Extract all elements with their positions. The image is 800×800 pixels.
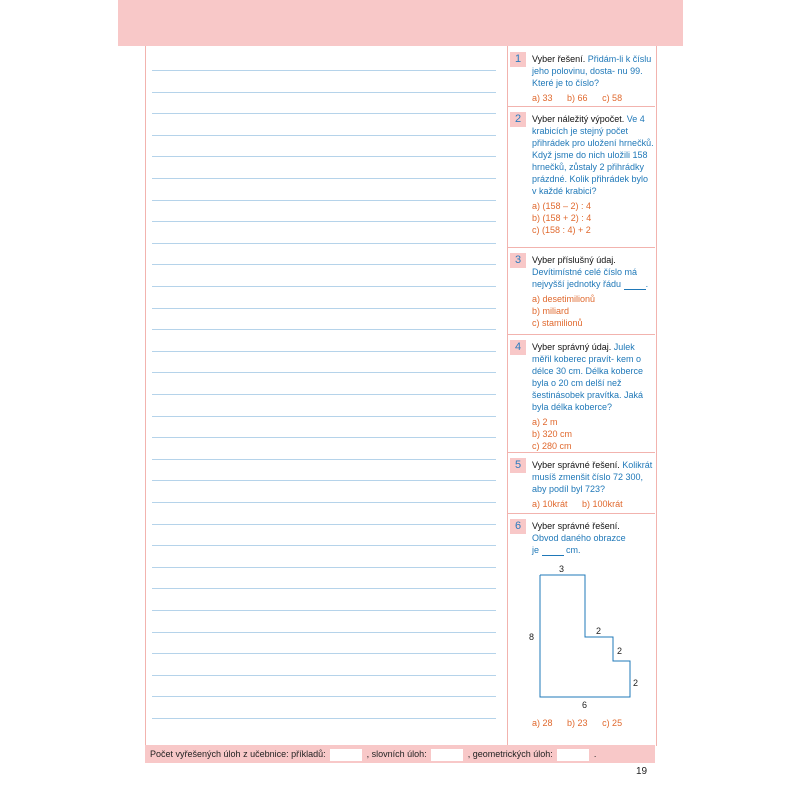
task-options: [532, 718, 634, 728]
label-step1: 2: [596, 626, 602, 636]
task-3: 3 Vyber příslušný údaj. Devítimístné celé číslo má nejvyšší jednotky řádu . a) desetimilionů b) miliard c) stamilionů: [507, 247, 655, 335]
word-problems-count-field[interactable]: [431, 749, 463, 761]
option-c[interactable]: c) stamilionů: [532, 318, 583, 328]
writing-line[interactable]: [152, 243, 496, 244]
task-number: 3: [510, 253, 526, 268]
footer-word-problems: , slovních úloh:: [366, 749, 427, 759]
writing-line[interactable]: [152, 610, 496, 611]
task-1: [507, 46, 655, 107]
option-b[interactable]: b) 66: [567, 93, 588, 103]
task-options: [532, 92, 654, 104]
writing-line[interactable]: [152, 92, 496, 93]
writing-line[interactable]: [152, 308, 496, 309]
task-question: Obvod daného obrazce: [532, 533, 626, 543]
task-title: Vyber správné řešení.: [532, 460, 620, 470]
writing-line[interactable]: [152, 502, 496, 503]
task-2: [507, 106, 655, 248]
writing-line[interactable]: [152, 567, 496, 568]
task-question: Ve 4 krabicích je stejný počet přihrádek pro uložení hrnečků. Když jsme do nich uložili 158 hrnečků, zůstaly 2 přihrádky prázdné. Kolik přihrádek bylo v každé krabici?: [532, 114, 654, 196]
writing-line[interactable]: [152, 416, 496, 417]
label-bottom: 6: [582, 700, 588, 710]
task-title: Vyber řešení.: [532, 54, 586, 64]
writing-line[interactable]: [152, 459, 496, 460]
task-number: 6: [510, 519, 526, 534]
option-b[interactable]: b) 100krát: [582, 499, 623, 509]
option-a[interactable]: a) 33: [532, 93, 553, 103]
task-question: Devítimístné celé číslo má nejvyšší jednotky řádu: [532, 267, 638, 289]
writing-line[interactable]: [152, 675, 496, 676]
writing-line[interactable]: [152, 588, 496, 589]
footer-geometry: , geometrických úloh:: [467, 749, 553, 759]
footer-end: .: [593, 749, 597, 759]
writing-line[interactable]: [152, 632, 496, 633]
writing-line[interactable]: [152, 394, 496, 395]
label-step2: 2: [617, 646, 623, 656]
task-options: [532, 416, 654, 452]
option-b[interactable]: b) 320 cm: [532, 429, 573, 439]
writing-line[interactable]: [152, 351, 496, 352]
task-5: [507, 452, 655, 514]
option-a[interactable]: a) 28: [532, 718, 553, 728]
task-number: 1: [510, 52, 526, 67]
examples-count-field[interactable]: [330, 749, 362, 761]
writing-line[interactable]: [152, 372, 496, 373]
option-a[interactable]: a) 10krát: [532, 499, 568, 509]
label-step3: 2: [633, 678, 639, 688]
option-b[interactable]: b) 23: [567, 718, 588, 728]
task-6: [507, 513, 655, 745]
writing-line[interactable]: [152, 696, 496, 697]
writing-line[interactable]: [152, 286, 496, 287]
shape-figure: [507, 513, 655, 745]
shape-outline: [540, 575, 630, 697]
task-title: Vyber příslušný údaj.: [532, 255, 616, 265]
option-a[interactable]: a) 2 m: [532, 417, 558, 427]
writing-line[interactable]: [152, 178, 496, 179]
header-band: [118, 0, 683, 46]
option-c[interactable]: c) 25: [602, 718, 623, 728]
writing-line[interactable]: [152, 156, 496, 157]
writing-line[interactable]: [152, 524, 496, 525]
writing-line[interactable]: [152, 545, 496, 546]
writing-line[interactable]: [152, 718, 496, 719]
option-c[interactable]: c) 280 cm: [532, 441, 572, 451]
label-left: 8: [529, 632, 535, 642]
writing-line[interactable]: [152, 70, 496, 71]
writing-line[interactable]: [152, 653, 496, 654]
answer-blank[interactable]: [624, 281, 646, 290]
writing-line[interactable]: [152, 437, 496, 438]
writing-line[interactable]: [152, 480, 496, 481]
task-number: 4: [510, 340, 526, 355]
task-title: Vyber náležitý výpočet.: [532, 114, 625, 124]
task-title: Vyber správné řešení.: [532, 521, 620, 531]
task-title: Vyber správný údaj.: [532, 342, 612, 352]
writing-line[interactable]: [152, 221, 496, 222]
task-question: Kolikrát musíš zmenšit číslo 72 300, aby podíl byl 723?: [532, 460, 653, 494]
footer-bar: [145, 745, 655, 763]
task-question-unit: cm.: [566, 545, 581, 555]
label-top: 3: [559, 564, 565, 574]
task-options: [532, 498, 654, 510]
option-c[interactable]: c) (158 : 4) + 2: [532, 225, 591, 235]
task-options: [532, 200, 654, 236]
writing-line[interactable]: [152, 264, 496, 265]
task-question: Julek měřil koberec pravít- kem o délce 30 cm. Délka koberce byla o 20 cm delší než šestinásobek pravítka. Jaká byla délka koberce?: [532, 342, 644, 412]
page-number: 19: [636, 766, 648, 777]
writing-line[interactable]: [152, 200, 496, 201]
option-b[interactable]: b) miliard: [532, 306, 570, 316]
option-b[interactable]: b) (158 + 2) : 4: [532, 213, 592, 223]
task-question-je: je: [532, 545, 540, 555]
geometry-count-field[interactable]: [557, 749, 589, 761]
option-a[interactable]: a) (158 – 2) : 4: [532, 201, 592, 211]
task-number: 2: [510, 112, 526, 127]
option-c[interactable]: c) 58: [602, 93, 623, 103]
footer-label: Počet vyřešených úloh z učebnice: příkladů:: [150, 749, 326, 759]
writing-line[interactable]: [152, 135, 496, 136]
task-options: [532, 293, 654, 329]
writing-line[interactable]: [152, 113, 496, 114]
task-number: 5: [510, 458, 526, 473]
task-4: [507, 334, 655, 453]
task-question: Přidám-li k číslu jeho polovinu, dosta- nu 99. Které je to číslo?: [532, 54, 652, 88]
writing-line[interactable]: [152, 329, 496, 330]
option-a[interactable]: a) desetimilionů: [532, 294, 596, 304]
